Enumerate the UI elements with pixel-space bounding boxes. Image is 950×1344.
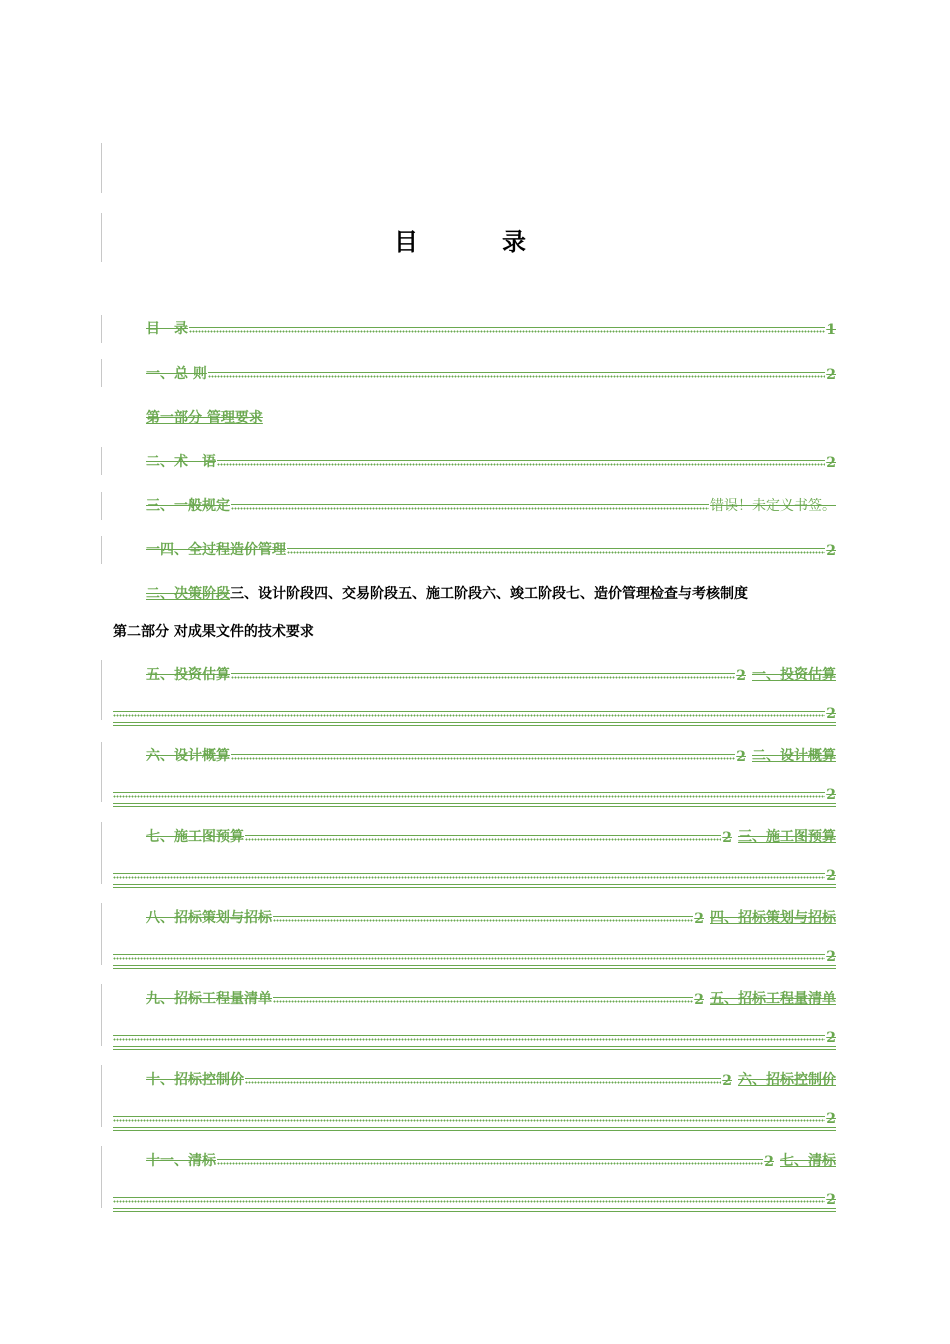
toc-page: 2	[826, 367, 836, 383]
change-bar	[101, 822, 102, 884]
toc-page: 2	[736, 749, 746, 765]
toc-label: 十一、清标	[146, 1153, 216, 1169]
leader-dots	[113, 1197, 825, 1205]
toc-entry-continuation[interactable]	[113, 700, 836, 722]
toc-label[interactable]: 二、决策阶段	[146, 586, 230, 602]
change-bar	[101, 143, 102, 193]
leader-dots	[113, 1116, 825, 1124]
change-bar	[101, 660, 102, 720]
toc-page: 2	[722, 1073, 732, 1089]
change-bar	[101, 315, 102, 343]
leader-dots	[189, 327, 825, 335]
toc-label-secondary: 一、投资估算	[752, 667, 836, 683]
toc-label-secondary: 六、招标控制价	[738, 1072, 836, 1088]
leader-dots	[231, 504, 709, 512]
toc-entry-pair[interactable]	[146, 743, 836, 765]
toc-label: 一、总 则	[146, 366, 207, 382]
leader-dots	[113, 873, 825, 881]
change-bar	[101, 447, 102, 475]
leader-dots	[113, 711, 825, 719]
toc-page: 2	[826, 1030, 836, 1046]
double-rule	[113, 1127, 836, 1131]
double-rule	[113, 884, 836, 888]
toc-page: 2	[694, 911, 704, 927]
toc-label: 八、招标策划与招标	[146, 910, 272, 926]
leader-dots	[113, 954, 825, 962]
toc-page: 1	[826, 322, 836, 338]
toc-label: 目 录	[146, 321, 188, 337]
leader-dots	[231, 673, 735, 681]
toc-entry[interactable]	[146, 493, 836, 515]
toc-page: 2	[826, 1111, 836, 1127]
toc-entry-continuation[interactable]	[113, 862, 836, 884]
toc-page: 2	[722, 830, 732, 846]
toc-page: 2	[826, 949, 836, 965]
double-rule	[113, 965, 836, 969]
leader-dots	[245, 1078, 721, 1086]
toc-entry-continuation[interactable]	[113, 1105, 836, 1127]
page-title: 目 录	[394, 228, 556, 256]
part-two-text: 第二部分 对成果文件的技术要求	[113, 624, 314, 640]
toc-label-secondary: 三、施工图预算	[738, 829, 836, 845]
combined-text: 三、设计阶段四、交易阶段五、施工阶段六、竣工阶段七、造价管理检查与考核制度	[230, 586, 748, 602]
toc-entry-pair[interactable]	[146, 662, 836, 684]
toc-page: 2	[826, 706, 836, 722]
toc-entry[interactable]	[146, 361, 836, 383]
toc-label: 六、设计概算	[146, 748, 230, 764]
change-bar	[101, 536, 102, 564]
double-rule	[113, 1208, 836, 1212]
toc-page: 2	[826, 787, 836, 803]
toc-label: 七、施工图预算	[146, 829, 244, 845]
change-bar	[101, 359, 102, 387]
leader-dots	[273, 997, 693, 1005]
change-bar	[101, 1146, 102, 1208]
toc-combined-line	[146, 581, 836, 603]
toc-page: 2	[826, 543, 836, 559]
part-two-heading	[113, 619, 836, 641]
toc-label: 五、投资估算	[146, 667, 230, 683]
toc-entry-pair[interactable]	[146, 986, 836, 1008]
toc-page: 2	[826, 868, 836, 884]
double-rule	[113, 1046, 836, 1050]
toc-entry-continuation[interactable]	[113, 1024, 836, 1046]
toc-entry-continuation[interactable]	[113, 943, 836, 965]
leader-dots	[273, 916, 693, 924]
leader-dots	[113, 792, 825, 800]
leader-dots	[217, 1159, 763, 1167]
toc-entry-pair[interactable]	[146, 905, 836, 927]
toc-entry-pair[interactable]	[146, 1148, 836, 1170]
leader-dots	[217, 460, 825, 468]
toc-label-secondary: 二、设计概算	[752, 748, 836, 764]
toc-entry-continuation[interactable]	[113, 1186, 836, 1208]
toc-label: 十、招标控制价	[146, 1072, 244, 1088]
toc-entry[interactable]	[146, 449, 836, 471]
double-rule	[113, 803, 836, 807]
toc-entry-pair[interactable]	[146, 1067, 836, 1089]
leader-dots	[287, 548, 825, 556]
leader-dots	[113, 1035, 825, 1043]
double-rule	[113, 722, 836, 726]
toc-label-secondary: 四、招标策划与招标	[710, 910, 836, 926]
toc-page: 2	[826, 1192, 836, 1208]
leader-dots	[231, 754, 735, 762]
toc-label-secondary: 五、招标工程量清单	[710, 991, 836, 1007]
change-bar	[101, 492, 102, 520]
toc-entry[interactable]	[146, 405, 836, 427]
change-bar	[101, 742, 102, 802]
leader-dots	[208, 372, 825, 380]
toc-label: 九、招标工程量清单	[146, 991, 272, 1007]
leader-dots	[245, 835, 721, 843]
change-bar	[101, 903, 102, 965]
toc-page-error: 错误！未定义书签。	[710, 498, 836, 514]
toc-page: 2	[694, 992, 704, 1008]
toc-label: 二、术 语	[146, 454, 216, 470]
change-bar	[101, 1065, 102, 1127]
toc-label: 一四、全过程造价管理	[146, 542, 286, 558]
toc-label: 三、一般规定	[146, 498, 230, 514]
toc-entry-pair[interactable]	[146, 824, 836, 846]
toc-label-secondary: 七、清标	[780, 1153, 836, 1169]
toc-entry[interactable]	[146, 316, 836, 338]
toc-entry[interactable]	[146, 537, 836, 559]
toc-page: 2	[764, 1154, 774, 1170]
toc-entry-continuation[interactable]	[113, 781, 836, 803]
toc-label: 第一部分 管理要求	[146, 410, 263, 426]
change-bar	[101, 984, 102, 1046]
toc-page: 2	[826, 455, 836, 471]
toc-page: 2	[736, 668, 746, 684]
